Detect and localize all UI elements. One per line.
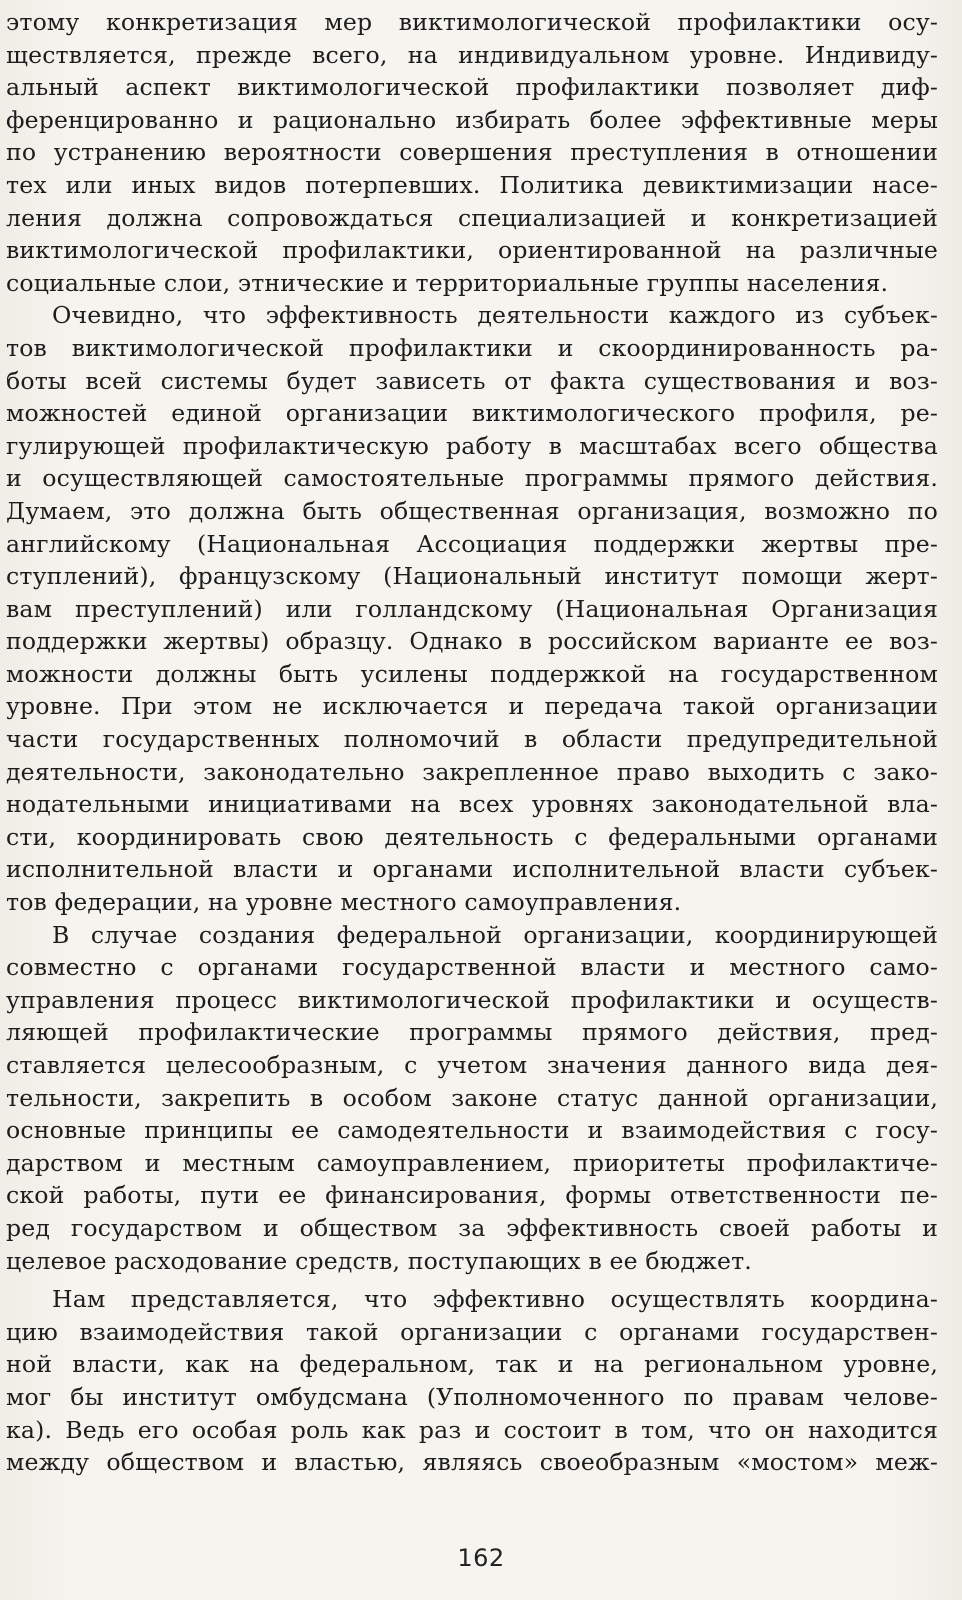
- text-line: этому конкретизация мер виктимологической профилактики осу-: [6, 8, 938, 36]
- paragraph: [6, 6, 938, 299]
- text-line: дарством и местным самоуправлением, приоритеты профилактиче-: [6, 1148, 938, 1177]
- text-line: мог бы институт омбудсмана (Уполномоченного по правам челове-: [6, 1382, 938, 1411]
- body-text: [6, 6, 938, 1479]
- text-line: В случае создания федеральной организации, координирующей: [52, 920, 938, 949]
- text-line: совместно с органами государственной власти и местного само-: [6, 953, 938, 982]
- text-line: Думаем, это должна быть общественная организация, возможно по: [6, 496, 938, 525]
- text-line: между обществом и властью, являясь своеобразным «мостом» меж-: [6, 1448, 938, 1477]
- paragraph: [6, 1283, 938, 1479]
- text-line: социальные слои, этнические и территориальные группы населения.: [6, 268, 889, 297]
- text-line: вам преступлений) или голландскому (Национальная Организация: [6, 594, 938, 623]
- text-line: ляющей профилактические программы прямого действия, пред-: [6, 1018, 938, 1047]
- text-line: ской работы, пути ее финансирования, формы ответственности пе-: [6, 1181, 938, 1210]
- text-line: тельности, закрепить в особом законе статус данной организации,: [6, 1083, 938, 1112]
- text-line: ка). Ведь его особая роль как раз и состоит в том, что он находится: [6, 1415, 938, 1444]
- text-line: виктимологической профилактики, ориентированной на различные: [6, 236, 938, 265]
- text-line: деятельности, законодательно закрепленное право выходить с зако-: [6, 757, 938, 786]
- text-line: Очевидно, что эффективность деятельности каждого из субъек-: [52, 301, 938, 330]
- text-line: альный аспект виктимологической профилактики позволяет диф-: [6, 73, 938, 102]
- text-line: можностей единой организации виктимологического профиля, ре-: [6, 399, 938, 428]
- text-line: ной власти, как на федеральном, так и на региональном уровне,: [6, 1350, 938, 1379]
- text-line: ления должна сопровождаться специализацией и конкретизацией: [6, 203, 938, 232]
- text-line: английскому (Национальная Ассоциация поддержки жертвы пре-: [6, 529, 938, 558]
- text-line: исполнительной власти и органами исполнительной власти субъек-: [6, 855, 938, 884]
- paragraph: [6, 919, 938, 1278]
- text-line: управления процесс виктимологической профилактики и осуществ-: [6, 985, 938, 1014]
- text-line: тов виктимологической профилактики и скоординированность ра-: [6, 333, 938, 362]
- text-line: ществляется, прежде всего, на индивидуальном уровне. Индивиду-: [6, 40, 938, 69]
- paragraph: [6, 299, 938, 918]
- text-line: нодательными инициативами на всех уровнях законодательной вла-: [6, 790, 938, 819]
- text-line: ступлений), французскому (Национальный институт помощи жерт-: [6, 562, 938, 591]
- page-number: 162: [457, 1544, 505, 1572]
- text-line: целевое расходование средств, поступающих в ее бюджет.: [6, 1246, 752, 1275]
- text-line: основные принципы ее самодеятельности и взаимодействия с госу-: [6, 1116, 938, 1145]
- text-line: ставляется целесообразным, с учетом значения данного вида дея-: [6, 1051, 938, 1079]
- text-line: ред государством и обществом за эффективность своей работы и: [6, 1213, 938, 1242]
- text-line: можности должны быть усилены поддержкой на государственном: [6, 659, 938, 688]
- text-line: поддержки жертвы) образцу. Однако в российском варианте ее воз-: [6, 627, 938, 656]
- text-line: по устранению вероятности совершения преступления в отношении: [6, 138, 938, 167]
- text-line: Нам представляется, что эффективно осуществлять координа-: [52, 1285, 938, 1314]
- text-line: гулирующей профилактическую работу в масштабах всего общества: [6, 431, 938, 460]
- text-line: боты всей системы будет зависеть от факта существования и воз-: [6, 366, 938, 395]
- text-line: сти, координировать свою деятельность с федеральными органами: [6, 822, 938, 851]
- text-line: уровне. При этом не исключается и передача такой организации: [6, 692, 938, 721]
- text-line: тех или иных видов потерпевших. Политика девиктимизации насе-: [6, 170, 938, 199]
- text-line: части государственных полномочий в области предупредительной: [6, 725, 938, 754]
- text-line: ференцированно и рационально избирать более эффективные меры: [6, 105, 938, 134]
- text-line: тов федерации, на уровне местного самоуправления.: [6, 888, 682, 917]
- text-line: и осуществляющей самостоятельные программы прямого действия.: [6, 464, 938, 493]
- text-line: цию взаимодействия такой организации с органами государствен-: [6, 1317, 938, 1346]
